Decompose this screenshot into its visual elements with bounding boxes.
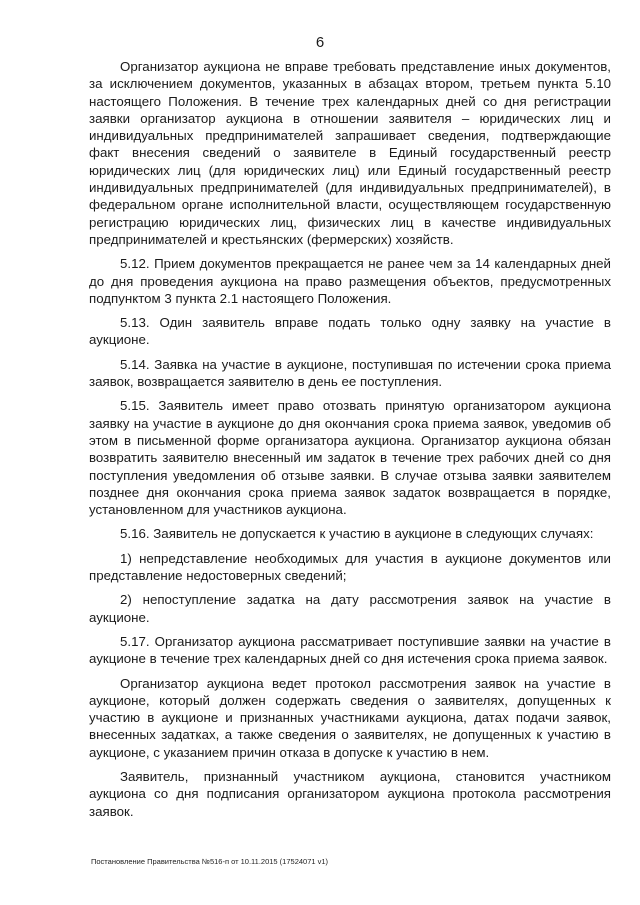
footer-reference: Постановление Правительства №516-п от 10.11.2015 (17524071 v1): [91, 857, 329, 866]
paragraph-5-15: 5.15. Заявитель имеет право отозвать принятую организатором аукциона заявку на участие в аукционе до дня окончания срока приема заявок, уведомив об этом в письменной форме организатора аукциона. Организатор аукциона обязан возвратить заявителю внесенный им задаток в течение трех рабочих дней со дня поступления уведомления об отзыве заявки. В случае отзыва заявки заявителем позднее дня окончания срока приема заявок задаток возвращается в порядке, установленном для участников аукциона.: [89, 398, 611, 518]
paragraph-5-16-item-1: 1) непредставление необходимых для участия в аукционе документов или представление недостоверных сведений;: [89, 550, 611, 584]
page-number: 6: [315, 34, 325, 51]
paragraph-organizer-documents: Организатор аукциона не вправе требовать представление иных документов, за исключением документов, указанных в абзацах втором, третьем пункта 5.10 настоящего Положения. В течение трех календарных дней со дня регистрации заявки организатор аукциона в отношении заявителя – юридических лиц и индивидуальных предпринимателей запрашивает сведения, подтверждающие факт внесения сведений о заявителе в Единый государственный реестр юридических лиц (для юридических лиц) или Единый государственный реестр индивидуальных предпринимателей (для индивидуальных предпринимателей), в федеральном органе исполнительной власти, осуществляющем государственную регистрацию юридических лиц, физических лиц в качестве индивидуальных предпринимателей и крестьянских (фермерских) хозяйств.: [89, 59, 611, 247]
document-body: [89, 58, 611, 827]
paragraph-participant-status: Заявитель, признанный участником аукциона, становится участником аукциона со дня подписания организатором аукциона протокола рассмотрения заявок.: [89, 768, 611, 819]
paragraph-5-14: 5.14. Заявка на участие в аукционе, поступившая по истечении срока приема заявок, возвращается заявителю в день ее поступления.: [89, 356, 611, 390]
paragraph-5-17: 5.17. Организатор аукциона рассматривает поступившие заявки на участие в аукционе в течение трех календарных дней со дня истечения срока приема заявок.: [89, 633, 611, 667]
paragraph-protocol: Организатор аукциона ведет протокол рассмотрения заявок на участие в аукционе, который должен содержать сведения о заявителях, допущенных к участию в аукционе и признанных участниками аукциона, датах подачи заявок, внесенных задатках, а также сведения о заявителях, не допущенных к участию в аукционе, с указанием причин отказа в допуске к участию в нем.: [89, 675, 611, 760]
paragraph-5-16-item-2: 2) непоступление задатка на дату рассмотрения заявок на участие в аукционе.: [89, 592, 611, 625]
paragraph-5-16: 5.16. Заявитель не допускается к участию в аукционе в следующих случаях:: [120, 526, 594, 542]
paragraph-5-12: 5.12. Прием документов прекращается не ранее чем за 14 календарных дней до дня проведения аукциона на право размещения объектов, предусмотренных подпунктом 3 пункта 2.1 настоящего Положения.: [89, 256, 611, 306]
paragraph-5-13: 5.13. Один заявитель вправе подать только одну заявку на участие в аукционе.: [89, 315, 611, 348]
